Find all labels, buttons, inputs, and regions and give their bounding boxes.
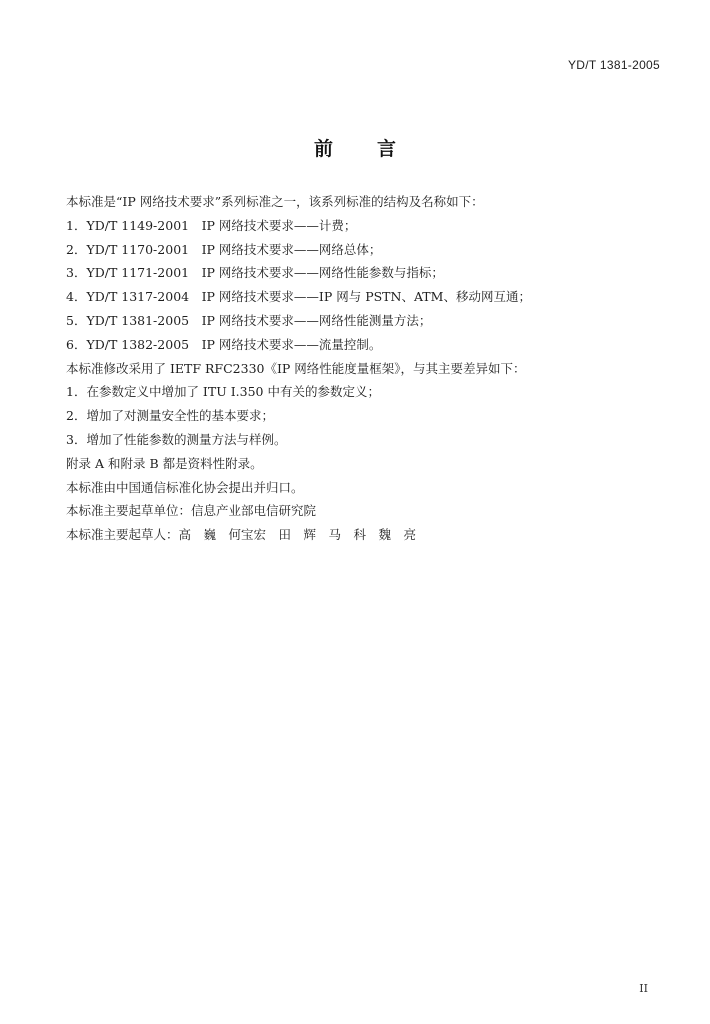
series-item-1: 1．YD/T 1149-2001 IP 网络技术要求——计费； xyxy=(66,217,357,233)
intro-line: 本标准是“IP 网络技术要求”系列标准之一，该系列标准的结构及名称如下： xyxy=(66,194,484,209)
page-number: II xyxy=(639,982,648,995)
series-item-5: 5．YD/T 1381-2005 IP 网络技术要求——网络性能测量方法； xyxy=(66,312,432,328)
drafting-unit-line: 本标准主要起草单位：信息产业部电信研究院 xyxy=(66,503,317,519)
difference-item-1: 1．在参数定义中增加了 ITU I.350 中有关的参数定义； xyxy=(66,384,380,400)
drafters-line: 本标准主要起草人：高 巍 何宝宏 田 辉 马 科 魏 亮 xyxy=(66,527,417,543)
difference-item-3: 3．增加了性能参数的测量方法与样例。 xyxy=(66,431,287,447)
series-item-6: 6．YD/T 1382-2005 IP 网络技术要求——流量控制。 xyxy=(66,336,382,352)
adoption-line: 本标准修改采用了 IETF RFC2330《IP 网络性能度量框架》，与其主要差异如下： xyxy=(66,360,526,376)
page-title: 前言 xyxy=(313,138,440,160)
series-item-4: 4．YD/T 1317-2004 IP 网络技术要求——IP 网与 PSTN、ATM、移动网互通； xyxy=(66,289,531,305)
standard-code-header: YD/T 1381-2005 xyxy=(567,58,660,72)
series-item-2: 2．YD/T 1170-2001 IP 网络技术要求——网络总体； xyxy=(66,241,382,257)
appendix-line: 附录 A 和附录 B 都是资料性附录。 xyxy=(66,455,263,471)
proposer-line: 本标准由中国通信标准化协会提出并归口。 xyxy=(66,479,304,495)
foreword-body xyxy=(66,190,666,547)
difference-item-2: 2．增加了对测量安全性的基本要求； xyxy=(66,408,274,424)
series-item-3: 3．YD/T 1171-2001 IP 网络技术要求——网络性能参数与指标； xyxy=(66,265,444,281)
